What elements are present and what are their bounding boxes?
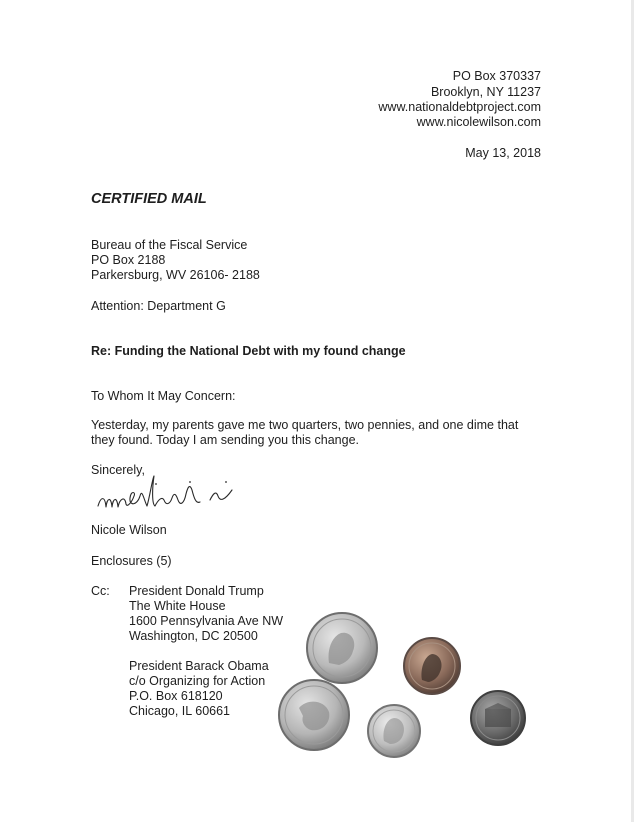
penny-coin-2 <box>469 689 527 747</box>
salutation: To Whom It May Concern: <box>91 389 236 403</box>
cc2-line3: P.O. Box 618120 <box>129 689 223 703</box>
cc2-line4: Chicago, IL 60661 <box>129 704 231 718</box>
dime-coin <box>366 703 422 759</box>
cc1-line2: The White House <box>129 599 226 613</box>
certified-mail-heading: CERTIFIED MAIL <box>91 191 207 207</box>
cc2-line2: c/o Organizing for Action <box>129 674 266 688</box>
sender-address-line2: Brooklyn, NY 11237 <box>430 85 541 99</box>
sender-address-line1: PO Box 370337 <box>452 69 541 83</box>
attention-line: Attention: Department G <box>91 299 226 313</box>
sender-website-2: www.nicolewilson.com <box>416 115 541 129</box>
quarter-coin-1 <box>305 611 379 685</box>
body-line-2: they found. Today I am sending you this change. <box>91 433 360 447</box>
quarter-coin-2 <box>277 678 351 752</box>
cc-label: Cc: <box>91 584 110 598</box>
cc1-line4: Washington, DC 20500 <box>129 629 258 643</box>
closing: Sincerely, <box>91 463 145 477</box>
cc1-line3: 1600 Pennsylvania Ave NW <box>129 614 284 628</box>
signer-name: Nicole Wilson <box>91 523 167 537</box>
cc2-line1: President Barack Obama <box>129 659 269 673</box>
body-line-1: Yesterday, my parents gave me two quarters, two pennies, and one dime that <box>91 418 519 432</box>
recipient-address-line1: PO Box 2188 <box>91 253 166 267</box>
cc1-line1: President Donald Trump <box>129 584 264 598</box>
enclosures-line: Enclosures (5) <box>91 554 172 568</box>
letter-date: May 13, 2018 <box>465 146 541 160</box>
recipient-name: Bureau of the Fiscal Service <box>91 238 248 252</box>
signature-image <box>92 470 252 518</box>
penny-coin-1 <box>402 636 462 696</box>
subject-line: Re: Funding the National Debt with my found change <box>91 344 406 358</box>
sender-website-1: www.nationaldebtproject.com <box>378 100 541 114</box>
recipient-address-line2: Parkersburg, WV 26106- 2188 <box>91 268 260 282</box>
